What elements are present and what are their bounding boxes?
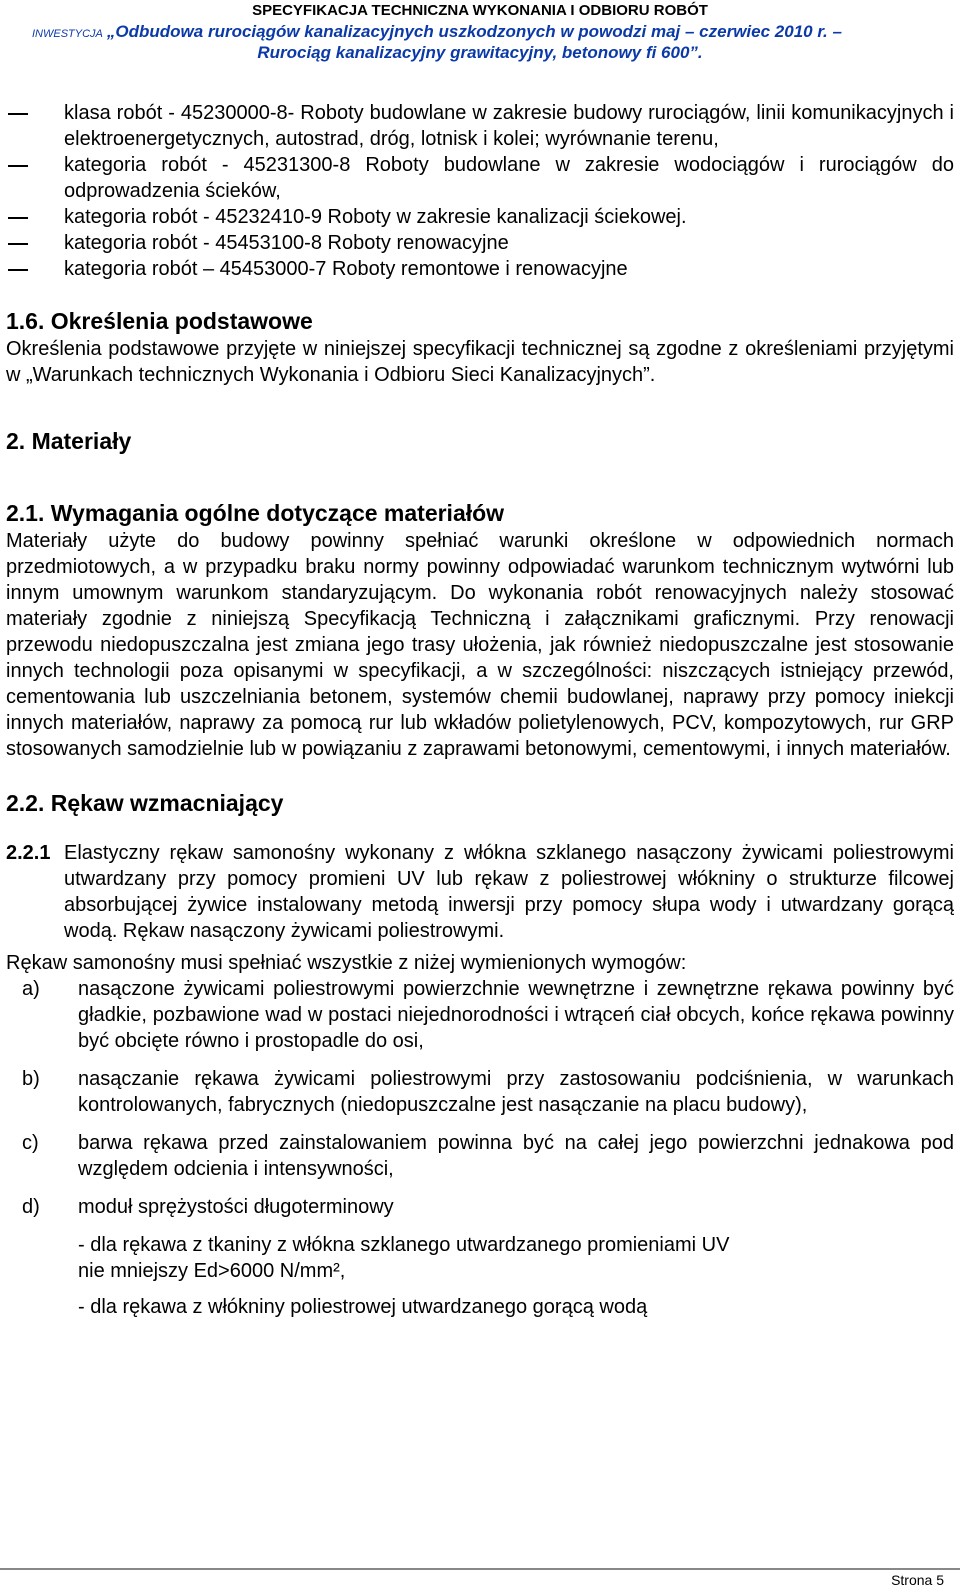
list-item: d) moduł sprężystości długoterminowy — [22, 1196, 394, 1218]
category-list — [6, 100, 954, 282]
item-text: Elastyczny rękaw samonośny wykonany z włókna szklanego nasączony żywicami poliestrowymi utwardzany przy pomocy promieni UV lub rękaw z poliestrowej włókniny o strukturze filcowej absorbującej żywice instalowany metodą inwersji przy pomocy słupa wody i utwardzany gorącą wodą. Rękaw nasączony żywicami poliestrowymi. — [64, 842, 954, 942]
section-heading-2: 2. Materiały — [6, 428, 132, 454]
list-item: kategoria robót - 45231300-8 Roboty budowlane w zakresie wodociągów i rurociągów do odprowadzenia ścieków, — [64, 154, 954, 202]
investment-line — [32, 22, 842, 42]
investment-title: „Odbudowa rurociągów kanalizacyjnych uszkodzonych w powodzi maj – czerwiec 2010 r. – — [106, 22, 842, 41]
requirements-intro: Rękaw samonośny musi spełniać wszystkie z niżej wymienionych wymogów: — [6, 952, 687, 974]
spec-title: SPECYFIKACJA TECHNICZNA WYKONANIA I ODBIORU ROBÓT — [252, 2, 708, 19]
list-item: a) nasączone żywicami poliestrowymi powierzchnie wewnętrzne i zewnętrzne rękawa powinny być gładkie, pozbawione wad w postaci niejednorodności i wtrąceń ciał obcych, końce rękawa powinny być obcięte równo i prostopadle do osi, — [22, 978, 954, 1052]
list-item: kategoria robót - 45232410-9 Roboty w zakresie kanalizacji ściekowej. — [64, 206, 687, 228]
list-item: kategoria robót - 45453100-8 Roboty renowacyjne — [64, 232, 509, 254]
section-heading-1-6: 1.6. Określenia podstawowe — [6, 308, 313, 334]
investment-label: INWESTYCJA — [32, 28, 103, 40]
item-number: 2.2.1 — [6, 842, 51, 864]
sub-item-polyester: - dla rękawa z włókniny poliestrowej utwardzanego gorącą wodą — [78, 1296, 648, 1318]
page-number: Strona 5 — [891, 1572, 944, 1588]
sub-item-glass-fibre: - dla rękawa z tkaniny z włókna szklanego utwardzanego promieniami UV nie mniejszy Ed>6000 N/mm², — [78, 1234, 730, 1282]
list-item: b) nasączanie rękawa żywicami poliestrowymi przy zastosowaniu podciśnienia, w warunkach kontrolowanych, fabrycznych (niedopuszczalne jest nasączanie na placu budowy), — [22, 1068, 954, 1116]
section-heading-2-2: 2.2. Rękaw wzmacniający — [6, 790, 284, 816]
list-item: klasa robót - 45230000-8- Roboty budowlane w zakresie budowy rurociągów, linii komunikacyjnych i elektroenergetycznych, autostrad, dróg, lotnisk i kolei; wyrównanie terenu, — [64, 102, 954, 150]
list-item: c) barwa rękawa przed zainstalowaniem powinna być na całej jego powierzchni jednakowa pod względem odcienia i intensywności, — [22, 1132, 954, 1180]
document-body — [6, 100, 954, 1320]
section-text-1-6: Określenia podstawowe przyjęte w niniejszej specyfikacji technicznej są zgodne z określeniami przyjętymi w „Warunkach technicznych Wykonania i Odbioru Sieci Kanalizacyjnych”. — [6, 338, 954, 386]
section-heading-2-1: 2.1. Wymagania ogólne dotyczące materiałów — [6, 500, 505, 526]
footer-divider — [0, 1568, 960, 1570]
list-item: kategoria robót – 45453000-7 Roboty remontowe i renowacyjne — [64, 258, 628, 280]
section-text-2-1: Materiały użyte do budowy powinny spełniać warunki określone w odpowiednich normach przedmiotowych, a w przypadku braku normy powinny odpowiadać warunkom technicznym wytwórni lub innym umownym warunkom standaryzującym. Do wykonania robót renowacyjnych należy stosować materiały zgodnie z niniejszą Specyfikacją Techniczną i załącznikami graficznymi. Przy renowacji przewodu niedopuszczalna jest zmiana jego trasy ułożenia, jak również niedopuszczalne jest stosowanie innych technologii poza opisanymi w specyfikacji, a w szczególności: niszczących istniejący przewód, cementowania lub uszczelniania betonem, systemów chemii budowlanej, naprawy przy pomocy iniekcji innych materiałów, naprawy za pomocą rur lub wkładów polietylenowych, PCV, kompozytowych, rur GRP stosowanych samodzielnie lub w powiązaniu z zaprawami betonowymi, cementowymi, i innych materiałów. — [6, 530, 954, 760]
numbered-item-2-2-1 — [6, 840, 954, 944]
investment-subtitle: Rurociąg kanalizacyjny grawitacyjny, betonowy fi 600”. — [257, 43, 703, 62]
